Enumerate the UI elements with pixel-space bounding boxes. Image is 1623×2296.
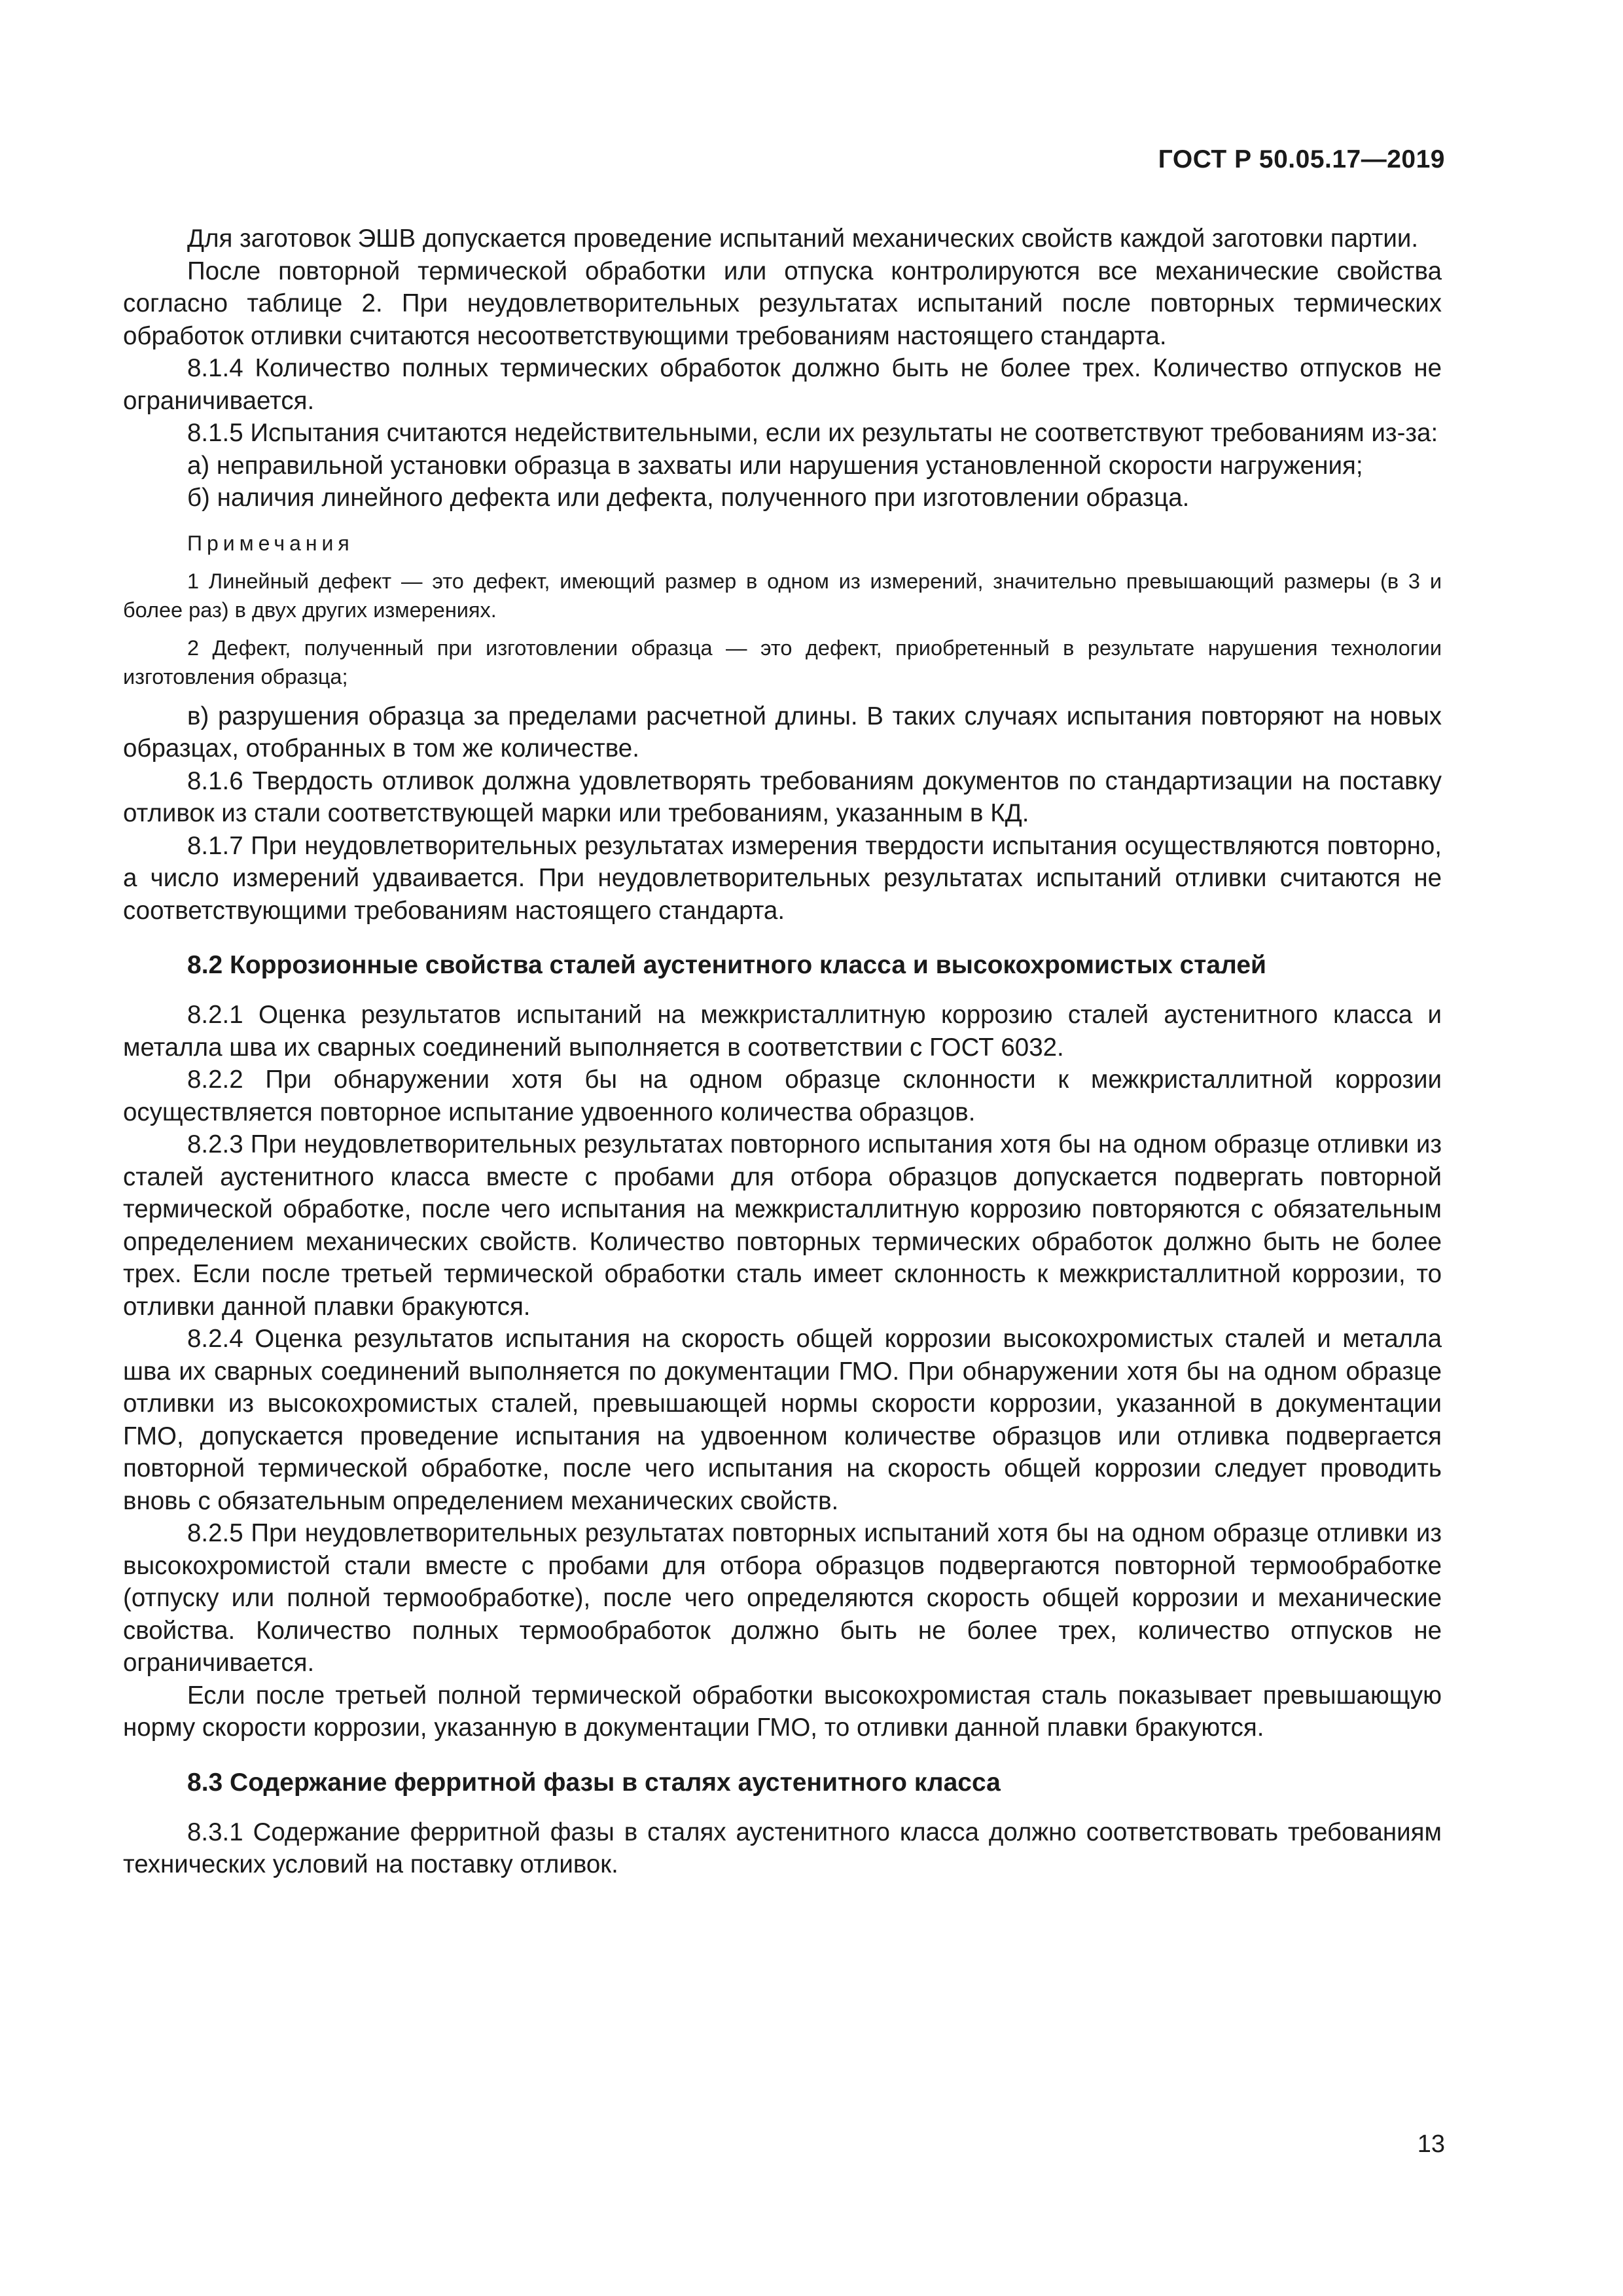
section-heading-8-2: 8.2 Коррозионные свойства сталей аустенитного класса и высокохромистых сталей xyxy=(187,951,1266,979)
paragraph: Если после третьей полной термической обработки высокохромистая сталь показывает превышающую норму скорости коррозии, указанную в документации ГМО, то отливки данной плавки бракуются. xyxy=(123,1681,1442,1742)
page-content xyxy=(123,223,1442,1881)
paragraph: Для заготовок ЭШВ допускается проведение испытаний механических свойств каждой заготовки партии. xyxy=(187,224,1419,253)
paragraph: 8.1.4 Количество полных термических обработок должно быть не более трех. Количество отпусков не ограничивается. xyxy=(123,354,1442,415)
paragraph: 8.2.2 При обнаружении хотя бы на одном образце склонности к межкристаллитной коррозии осуществляется повторное испытание удвоенного количества образцов. xyxy=(123,1066,1442,1126)
note-item: 1 Линейный дефект — это дефект, имеющий размер в одном из измерений, значительно превышающий размеры (в 3 и более раз) в двух других измерениях. xyxy=(123,569,1442,622)
paragraph: 8.3.1 Содержание ферритной фазы в сталях аустенитного класса должно соответствовать требованиям технических условий на поставку отливок. xyxy=(123,1818,1442,1878)
paragraph: После повторной термической обработки или отпуска контролируются все механические свойства согласно таблице 2. При неудовлетворительных результатах испытаний после повторных термических обработок отливки считаются несоответствующими требованиям настоящего стандарта. xyxy=(123,257,1442,350)
paragraph: 8.2.5 При неудовлетворительных результатах повторных испытаний хотя бы на одном образце отливки из высокохромистой стали вместе с пробами для отбора образцов подвергаются повторной термообработке (отпуску или полной термообработке), после чего определяются скорость общей коррозии и механические свойства. Количество полных термообработок должно быть не более трех, количество отпусков не ограничивается. xyxy=(123,1519,1442,1677)
note-item: 2 Дефект, полученный при изготовлении образца — это дефект, приобретенный в результате нарушения технологии изготовления образца; xyxy=(123,636,1442,689)
page-number: 13 xyxy=(1417,2130,1445,2158)
section-heading-8-3: 8.3 Содержание ферритной фазы в сталях аустенитного класса xyxy=(187,1768,1001,1797)
paragraph: 8.2.4 Оценка результатов испытания на скорость общей коррозии высокохромистых сталей и металла шва их сварных соединений выполняется по документации ГМО. При обнаружении хотя бы на одном образце отливки из высокохромистых сталей, превышающей нормы скорости коррозии, указанной в документации ГМО, допускается проведение испытания на удвоенном количестве образцов или отливка подвергается повторной термической обработке, после чего испытания на скорость общей коррозии следует проводить вновь с обязательным определением механических свойств. xyxy=(123,1325,1442,1515)
notes-title: Примечания xyxy=(187,531,354,555)
paragraph: 8.1.5 Испытания считаются недействительными, если их результаты не соответствуют требованиям из-за: xyxy=(187,419,1438,447)
list-item: а) неправильной установки образца в захваты или нарушения установленной скорости нагружения; xyxy=(187,451,1363,480)
paragraph: 8.2.3 При неудовлетворительных результатах повторного испытания хотя бы на одном образце отливки из сталей аустенитного класса вместе с пробами для отбора образцов допускается подвергать повторной термической обработке, после чего испытания на межкристаллитную коррозию повторяются с обязательным определением механических свойств. Количество повторных термических обработок должно быть не более трех. Если после третьей термической обработки сталь имеет склонность к межкристаллитной коррозии, то отливки данной плавки бракуются. xyxy=(123,1130,1442,1321)
list-item: в) разрушения образца за пределами расчетной длины. В таких случаях испытания повторяют на новых образцах, отобранных в том же количестве. xyxy=(123,702,1442,762)
list-item: б) наличия линейного дефекта или дефекта, полученного при изготовлении образца. xyxy=(187,484,1190,512)
paragraph: 8.2.1 Оценка результатов испытаний на межкристаллитную коррозию сталей аустенитного класса и металла шва их сварных соединений выполняется в соответствии с ГОСТ 6032. xyxy=(123,1001,1442,1062)
paragraph: 8.1.7 При неудовлетворительных результатах измерения твердости испытания осуществляются повторно, а число измерений удваивается. При неудовлетворительных результатах испытаний отливки считаются не соответствующими требованиям настоящего стандарта. xyxy=(123,831,1442,925)
paragraph: 8.1.6 Твердость отливок должна удовлетворять требованиям документов по стандартизации на поставку отливок из стали соответствующей марки или требованиям, указанным в КД. xyxy=(123,766,1442,827)
document-code-header: ГОСТ Р 50.05.17—2019 xyxy=(1158,145,1445,173)
